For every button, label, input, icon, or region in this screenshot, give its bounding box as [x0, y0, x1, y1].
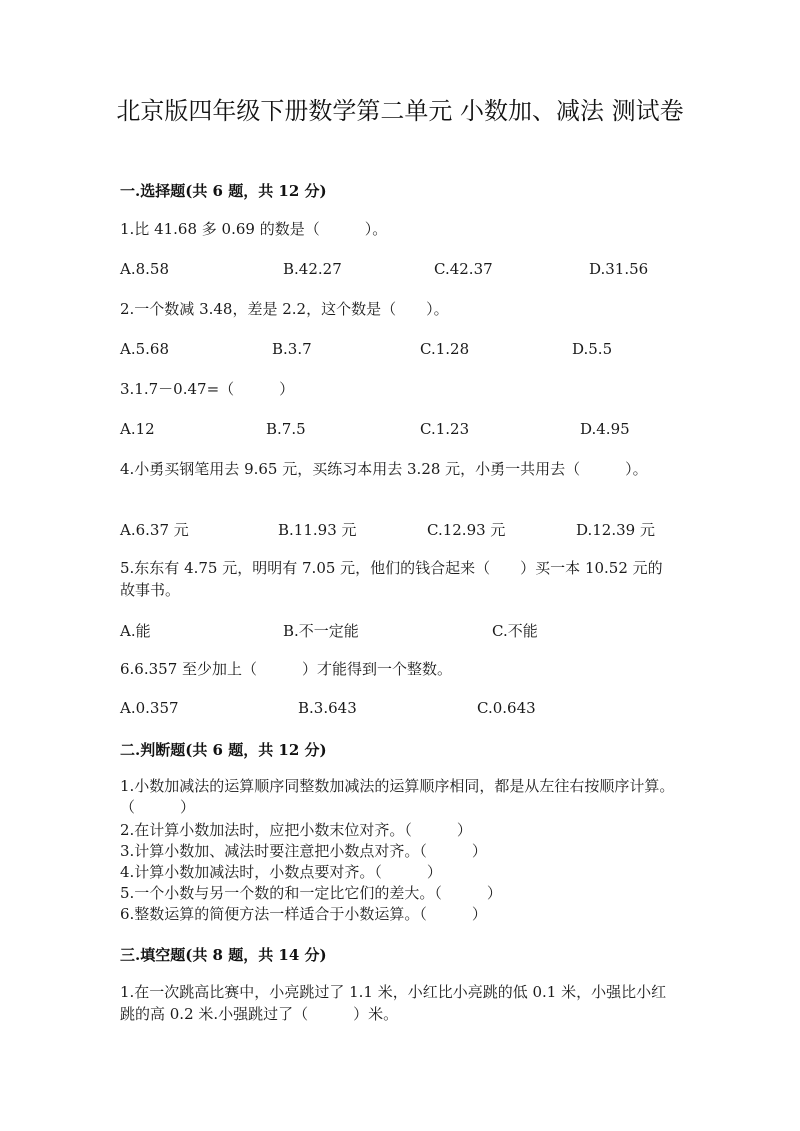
choice-option: C.42.37	[434, 260, 493, 278]
choice-question-2: 2.一个数减 3.48，差是 2.2，这个数是（ ）。	[120, 300, 449, 318]
section-heading-fill: 三.填空题(共 8 题，共 14 分)	[120, 946, 327, 964]
choice-option: B.3.7	[272, 340, 312, 358]
choice-question-4: 4.小勇买钢笔用去 9.65 元，买练习本用去 3.28 元，小勇一共用去（ ）。	[120, 460, 648, 478]
choice-option: C.0.643	[477, 699, 536, 717]
judgement-item-4: 4.计算小数加减法时，小数点要对齐。（ ）	[120, 863, 442, 881]
choice-option: C.1.23	[420, 420, 470, 438]
choice-option: D.12.39 元	[576, 521, 655, 539]
choice-question-1: 1.比 41.68 多 0.69 的数是（ ）。	[120, 220, 388, 238]
choice-option: A.12	[120, 420, 155, 438]
choice-option: C.1.28	[420, 340, 470, 358]
choice-question-5: 5.东东有 4.75 元，明明有 7.05 元，他们的钱合起来（ ）买一本 10.52 元的故事书。	[120, 559, 663, 599]
choice-option: D.5.5	[572, 340, 613, 358]
judgement-item-3: 3.计算小数加、减法时要注意把小数点对齐。（ ）	[120, 842, 487, 860]
section-heading-judgement: 二.判断题(共 6 题，共 12 分)	[120, 741, 327, 759]
choice-option: A.0.357	[120, 699, 179, 717]
choice-option: B.42.27	[283, 260, 342, 278]
choice-option: D.4.95	[580, 420, 630, 438]
choice-option: C.不能	[492, 622, 538, 640]
choice-option: B.11.93 元	[278, 521, 357, 539]
choice-option: B.3.643	[298, 699, 357, 717]
choice-option: A.8.58	[120, 260, 169, 278]
judgement-item-6: 6.整数运算的简便方法一样适合于小数运算。（ ）	[120, 905, 487, 923]
page-title: 北京版四年级下册数学第二单元 小数加、减法 测试卷	[116, 97, 684, 125]
choice-option: B.不一定能	[283, 622, 359, 640]
choice-option: B.7.5	[266, 420, 306, 438]
choice-option: D.31.56	[589, 260, 649, 278]
choice-question-3: 3.1.7－0.47=（ ）	[120, 380, 295, 398]
choice-option: A.6.37 元	[120, 521, 189, 539]
choice-question-6: 6.6.357 至少加上（ ）才能得到一个整数。	[120, 660, 453, 678]
judgement-item-1: 1.小数加减法的运算顺序同整数加减法的运算顺序相同，都是从左往右按顺序计算。（ ）	[120, 777, 675, 816]
section-heading-choice: 一.选择题(共 6 题，共 12 分)	[120, 182, 327, 200]
choice-option: A.能	[120, 622, 151, 640]
judgement-item-2: 2.在计算小数加法时，应把小数末位对齐。（ ）	[120, 821, 472, 839]
judgement-item-5: 5.一个小数与另一个数的和一定比它们的差大。（ ）	[120, 884, 502, 902]
choice-option: C.12.93 元	[427, 521, 506, 539]
choice-option: A.5.68	[120, 340, 169, 358]
fill-question-1: 1.在一次跳高比赛中，小亮跳过了 1.1 米，小红比小亮跳的低 0.1 米，小强比小红跳的高 0.2 米.小强跳过了（ ）米。	[120, 983, 667, 1023]
